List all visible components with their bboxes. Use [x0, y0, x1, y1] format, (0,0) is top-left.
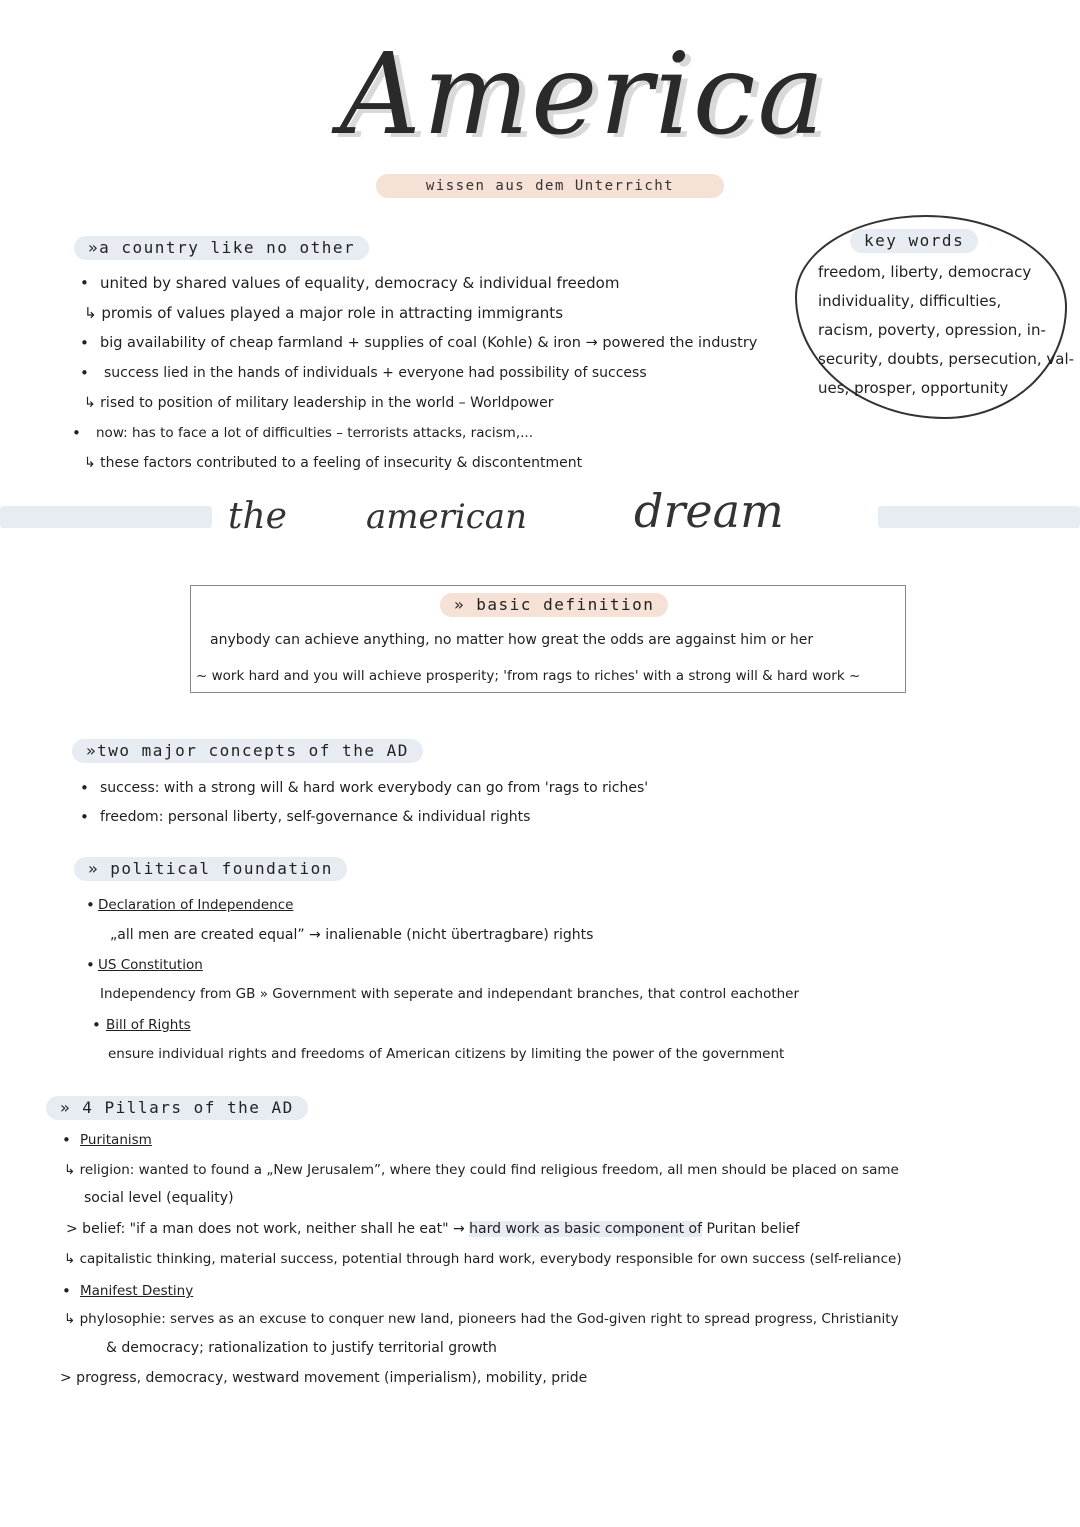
pillar-line: ↳ phylosophie: serves as an excuse to conquer new land, pioneers had the God-given right to spread progress, Christianity	[64, 1311, 899, 1327]
political-item-title: Declaration of Independence	[98, 897, 294, 913]
definition-heading: » basic definition	[440, 593, 668, 617]
bullet-dot: •	[72, 424, 81, 442]
pillar-line: & democracy; rationalization to justify territorial growth	[106, 1340, 497, 1356]
key-words-line: racism, poverty, opression, in-	[818, 321, 1046, 339]
belief-text-end: Puritan belief	[702, 1221, 800, 1237]
banner-word-american: american	[366, 497, 527, 537]
section-heading-pillars: » 4 Pillars of the AD	[46, 1096, 308, 1120]
political-item-text: Independency from GB » Government with seperate and independant branches, that control eachother	[100, 986, 800, 1002]
banner-stripe-left	[0, 506, 212, 528]
pillar-line: ↳ religion: wanted to found a „New Jerusalem”, where they could find religious freedom, all men should be placed on same	[64, 1162, 899, 1178]
key-words-line: security, doubts, persecution, val-	[818, 350, 1075, 368]
political-item-title: US Constitution	[98, 957, 203, 973]
section-heading-political: » political foundation	[74, 857, 347, 881]
bullet-dot: •	[80, 779, 89, 797]
bullet-dot: •	[80, 808, 89, 826]
section-heading-country: »a country like no other	[74, 236, 369, 260]
country-line: united by shared values of equality, democracy & individual freedom	[100, 274, 620, 292]
pillar-title-manifest-destiny: Manifest Destiny	[80, 1283, 194, 1299]
bullet-dot: •	[92, 1016, 101, 1034]
pillar-line: social level (equality)	[84, 1190, 234, 1206]
bullet-dot: •	[80, 334, 89, 352]
pillar-line-belief	[66, 1219, 799, 1239]
definition-line-1: anybody can achieve anything, no matter how great the odds are aggainst him or her	[210, 632, 814, 648]
political-item-text: ensure individual rights and freedoms of American citizens by limiting the power of the government	[108, 1046, 785, 1062]
bullet-dot: •	[86, 956, 95, 974]
key-words-line: ues, prosper, opportunity	[818, 379, 1009, 397]
bullet-dot: •	[80, 364, 89, 382]
pillar-line: > progress, democracy, westward movement (imperialism), mobility, pride	[60, 1370, 588, 1386]
belief-text: > belief: "if a man does not work, neither shall he eat" →	[66, 1221, 470, 1237]
section-heading-concepts: »two major concepts of the AD	[72, 739, 423, 763]
pillar-line: ↳ capitalistic thinking, material success, potential through hard work, everybody responsible for own success (self-reliance)	[64, 1251, 902, 1267]
definition-line-2: ~ work hard and you will achieve prosperity; 'from rags to riches' with a strong will & hard work ~	[196, 668, 861, 684]
country-line: ↳ promis of values played a major role in attracting immigrants	[84, 304, 564, 322]
key-words-line: individuality, difficulties,	[818, 292, 1002, 310]
page-title: America	[340, 30, 827, 160]
banner-word-the: the	[228, 496, 287, 537]
country-line: now: has to face a lot of difficulties – terrorists attacks, racism,...	[96, 425, 533, 441]
key-words-line: freedom, liberty, democracy	[818, 263, 1032, 281]
political-item-text: „all men are created equal” → inalienable (nicht übertragbare) rights	[110, 927, 594, 943]
belief-highlight: hard work as basic component of	[469, 1221, 703, 1237]
country-line: success lied in the hands of individuals + everyone had possibility of success	[104, 365, 647, 381]
concepts-line: freedom: personal liberty, self-governance & individual rights	[100, 809, 531, 825]
banner-stripe-right	[878, 506, 1080, 528]
page-subtitle: wissen aus dem Unterricht	[376, 174, 724, 198]
country-line: ↳ rised to position of military leadership in the world – Worldpower	[84, 395, 554, 411]
political-item-title: Bill of Rights	[106, 1017, 191, 1033]
bullet-dot: •	[80, 274, 89, 292]
concepts-line: success: with a strong will & hard work everybody can go from 'rags to riches'	[100, 780, 649, 796]
key-words-title: key words	[850, 229, 978, 253]
bullet-dot: •	[86, 896, 95, 914]
pillar-title-puritanism: Puritanism	[80, 1132, 152, 1148]
country-line: ↳ these factors contributed to a feeling of insecurity & discontentment	[84, 455, 583, 471]
country-line: big availability of cheap farmland + supplies of coal (Kohle) & iron → powered the industry	[100, 335, 758, 351]
bullet-dot: •	[62, 1131, 71, 1149]
bullet-dot: •	[62, 1282, 71, 1300]
banner-word-dream: dream	[634, 484, 784, 538]
